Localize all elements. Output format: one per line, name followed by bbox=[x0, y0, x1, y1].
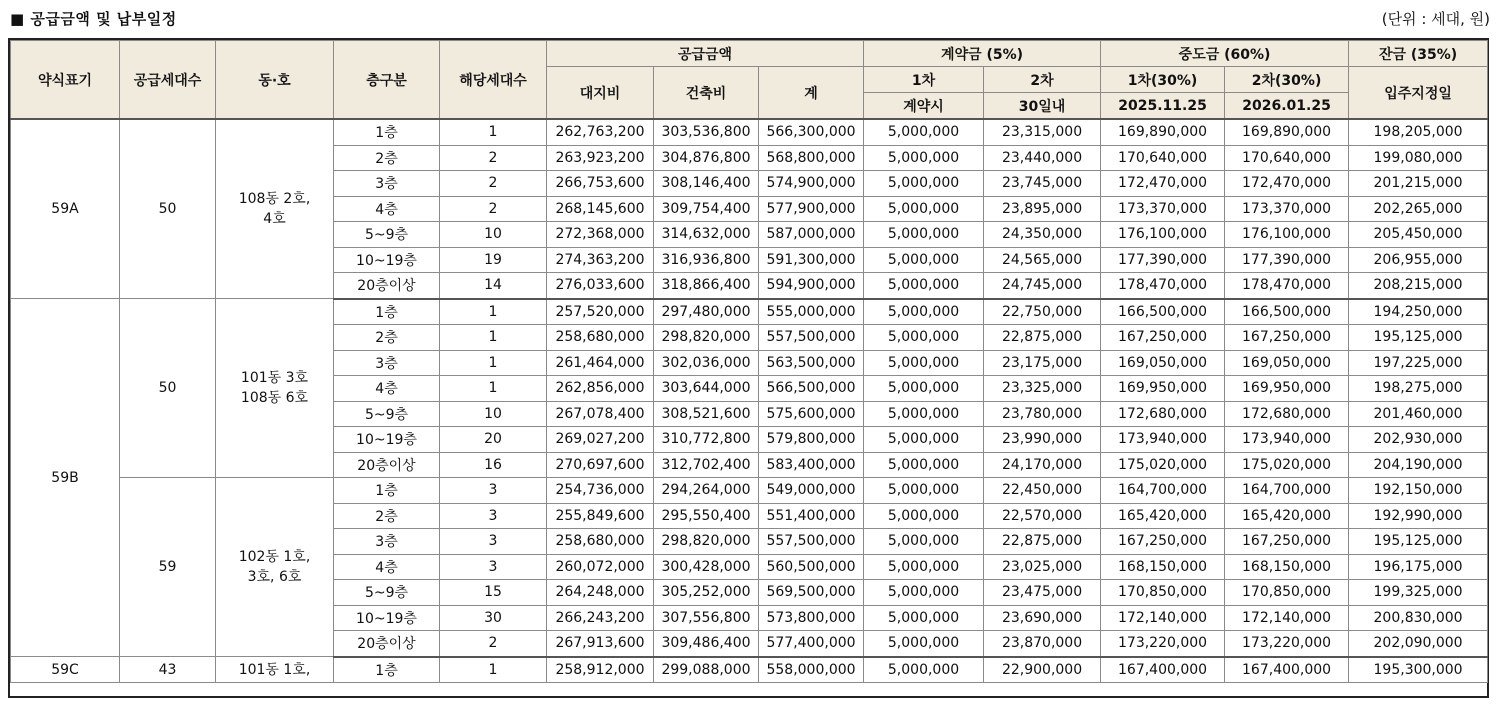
middle-1-cell: 172,470,000 bbox=[1101, 171, 1225, 197]
contract-2-cell: 23,325,000 bbox=[984, 376, 1101, 402]
floor-cell: 5~9층 bbox=[334, 401, 440, 427]
unit-count-cell: 3 bbox=[440, 503, 547, 529]
contract-1-cell: 5,000,000 bbox=[864, 401, 984, 427]
middle-1-cell: 178,470,000 bbox=[1101, 273, 1225, 299]
balance-cell: 201,460,000 bbox=[1349, 401, 1488, 427]
building-cost-cell: 300,428,000 bbox=[654, 554, 759, 580]
land-cost-cell: 264,248,000 bbox=[547, 580, 654, 606]
contract-2-cell: 24,565,000 bbox=[984, 247, 1101, 273]
middle-1-cell: 173,370,000 bbox=[1101, 196, 1225, 222]
middle-1-cell: 167,250,000 bbox=[1101, 325, 1225, 351]
total-cost-cell: 551,400,000 bbox=[759, 503, 864, 529]
balance-cell: 200,830,000 bbox=[1349, 605, 1488, 631]
unit-count-cell: 3 bbox=[440, 529, 547, 555]
middle-2-cell: 175,020,000 bbox=[1225, 452, 1349, 478]
land-cost-cell: 266,753,600 bbox=[547, 171, 654, 197]
middle-1-cell: 172,140,000 bbox=[1101, 605, 1225, 631]
header-supply-amount: 공급금액 bbox=[547, 41, 864, 67]
land-cost-cell: 257,520,000 bbox=[547, 299, 654, 325]
floor-cell: 10~19층 bbox=[334, 605, 440, 631]
building-cost-cell: 312,702,400 bbox=[654, 452, 759, 478]
total-cost-cell: 566,300,000 bbox=[759, 119, 864, 145]
contract-2-cell: 23,690,000 bbox=[984, 605, 1101, 631]
middle-2-cell: 165,420,000 bbox=[1225, 503, 1349, 529]
unit-count-cell: 1 bbox=[440, 350, 547, 376]
supply-units-cell: 50 bbox=[120, 299, 216, 478]
balance-cell: 195,125,000 bbox=[1349, 529, 1488, 555]
land-cost-cell: 269,027,200 bbox=[547, 427, 654, 453]
header-middle-2-date: 2026.01.25 bbox=[1225, 93, 1349, 120]
contract-1-cell: 5,000,000 bbox=[864, 657, 984, 683]
building-cost-cell: 302,036,000 bbox=[654, 350, 759, 376]
middle-1-cell: 164,700,000 bbox=[1101, 478, 1225, 504]
building-cost-cell: 303,644,000 bbox=[654, 376, 759, 402]
floor-cell: 2층 bbox=[334, 145, 440, 171]
contract-1-cell: 5,000,000 bbox=[864, 119, 984, 145]
middle-2-cell: 172,680,000 bbox=[1225, 401, 1349, 427]
type-cell: 59B bbox=[11, 299, 120, 657]
middle-1-cell: 173,940,000 bbox=[1101, 427, 1225, 453]
building-cost-cell: 314,632,000 bbox=[654, 222, 759, 248]
unit-count-cell: 1 bbox=[440, 299, 547, 325]
floor-cell: 3층 bbox=[334, 529, 440, 555]
contract-1-cell: 5,000,000 bbox=[864, 503, 984, 529]
land-cost-cell: 270,697,600 bbox=[547, 452, 654, 478]
floor-cell: 5~9층 bbox=[334, 580, 440, 606]
land-cost-cell: 255,849,600 bbox=[547, 503, 654, 529]
table-row bbox=[11, 119, 1488, 145]
floor-cell: 2층 bbox=[334, 503, 440, 529]
header-middle-2: 2차(30%) bbox=[1225, 67, 1349, 93]
balance-cell: 192,150,000 bbox=[1349, 478, 1488, 504]
contract-1-cell: 5,000,000 bbox=[864, 580, 984, 606]
header-contract-1-when: 계약시 bbox=[864, 93, 984, 120]
header-middle: 중도금 (60%) bbox=[1101, 41, 1349, 67]
land-cost-cell: 276,033,600 bbox=[547, 273, 654, 299]
floor-cell: 20층이상 bbox=[334, 452, 440, 478]
building-cost-cell: 305,252,000 bbox=[654, 580, 759, 606]
balance-cell: 196,175,000 bbox=[1349, 554, 1488, 580]
building-cost-cell: 316,936,800 bbox=[654, 247, 759, 273]
unit-count-cell: 19 bbox=[440, 247, 547, 273]
dong-ho-cell: 101동 3호 108동 6호 bbox=[216, 299, 334, 478]
middle-2-cell: 169,050,000 bbox=[1225, 350, 1349, 376]
title-bar bbox=[8, 4, 1492, 32]
balance-cell: 197,225,000 bbox=[1349, 350, 1488, 376]
contract-2-cell: 24,170,000 bbox=[984, 452, 1101, 478]
contract-1-cell: 5,000,000 bbox=[864, 299, 984, 325]
building-cost-cell: 295,550,400 bbox=[654, 503, 759, 529]
unit-count-cell: 1 bbox=[440, 119, 547, 145]
contract-2-cell: 23,025,000 bbox=[984, 554, 1101, 580]
unit-count-cell: 20 bbox=[440, 427, 547, 453]
floor-cell: 4층 bbox=[334, 376, 440, 402]
building-cost-cell: 304,876,800 bbox=[654, 145, 759, 171]
floor-cell: 20층이상 bbox=[334, 273, 440, 299]
land-cost-cell: 274,363,200 bbox=[547, 247, 654, 273]
balance-cell: 192,990,000 bbox=[1349, 503, 1488, 529]
balance-cell: 202,265,000 bbox=[1349, 196, 1488, 222]
type-cell: 59A bbox=[11, 119, 120, 299]
table-row bbox=[11, 478, 1488, 504]
middle-2-cell: 169,890,000 bbox=[1225, 119, 1349, 145]
total-cost-cell: 575,600,000 bbox=[759, 401, 864, 427]
total-cost-cell: 563,500,000 bbox=[759, 350, 864, 376]
unit-count-cell: 3 bbox=[440, 478, 547, 504]
land-cost-cell: 260,072,000 bbox=[547, 554, 654, 580]
total-cost-cell: 557,500,000 bbox=[759, 529, 864, 555]
middle-2-cell: 172,140,000 bbox=[1225, 605, 1349, 631]
middle-2-cell: 164,700,000 bbox=[1225, 478, 1349, 504]
balance-cell: 201,215,000 bbox=[1349, 171, 1488, 197]
contract-1-cell: 5,000,000 bbox=[864, 350, 984, 376]
total-cost-cell: 573,800,000 bbox=[759, 605, 864, 631]
floor-cell: 2층 bbox=[334, 325, 440, 351]
contract-2-cell: 23,745,000 bbox=[984, 171, 1101, 197]
balance-cell: 195,300,000 bbox=[1349, 657, 1488, 683]
contract-2-cell: 23,440,000 bbox=[984, 145, 1101, 171]
unit-count-cell: 2 bbox=[440, 631, 547, 657]
middle-2-cell: 173,370,000 bbox=[1225, 196, 1349, 222]
header-land: 대지비 bbox=[547, 67, 654, 120]
floor-cell: 1층 bbox=[334, 478, 440, 504]
balance-cell: 199,080,000 bbox=[1349, 145, 1488, 171]
land-cost-cell: 258,680,000 bbox=[547, 529, 654, 555]
dong-ho-cell: 101동 1호, bbox=[216, 657, 334, 683]
balance-cell: 198,275,000 bbox=[1349, 376, 1488, 402]
header-type: 약식표기 bbox=[11, 41, 120, 120]
middle-2-cell: 177,390,000 bbox=[1225, 247, 1349, 273]
dong-ho-cell: 108동 2호, 4호 bbox=[216, 119, 334, 299]
unit-count-cell: 15 bbox=[440, 580, 547, 606]
total-cost-cell: 591,300,000 bbox=[759, 247, 864, 273]
contract-1-cell: 5,000,000 bbox=[864, 325, 984, 351]
land-cost-cell: 267,913,600 bbox=[547, 631, 654, 657]
middle-1-cell: 170,850,000 bbox=[1101, 580, 1225, 606]
header-contract-2-when: 30일내 bbox=[984, 93, 1101, 120]
middle-1-cell: 173,220,000 bbox=[1101, 631, 1225, 657]
balance-cell: 205,450,000 bbox=[1349, 222, 1488, 248]
middle-2-cell: 166,500,000 bbox=[1225, 299, 1349, 325]
middle-2-cell: 172,470,000 bbox=[1225, 171, 1349, 197]
contract-1-cell: 5,000,000 bbox=[864, 376, 984, 402]
building-cost-cell: 318,866,400 bbox=[654, 273, 759, 299]
contract-2-cell: 22,750,000 bbox=[984, 299, 1101, 325]
contract-2-cell: 23,870,000 bbox=[984, 631, 1101, 657]
header-middle-1: 1차(30%) bbox=[1101, 67, 1225, 93]
land-cost-cell: 254,736,000 bbox=[547, 478, 654, 504]
building-cost-cell: 309,486,400 bbox=[654, 631, 759, 657]
middle-1-cell: 166,500,000 bbox=[1101, 299, 1225, 325]
header-contract: 계약금 (5%) bbox=[864, 41, 1101, 67]
land-cost-cell: 267,078,400 bbox=[547, 401, 654, 427]
contract-1-cell: 5,000,000 bbox=[864, 171, 984, 197]
middle-1-cell: 167,250,000 bbox=[1101, 529, 1225, 555]
land-cost-cell: 262,763,200 bbox=[547, 119, 654, 145]
land-cost-cell: 261,464,000 bbox=[547, 350, 654, 376]
building-cost-cell: 298,820,000 bbox=[654, 325, 759, 351]
middle-1-cell: 177,390,000 bbox=[1101, 247, 1225, 273]
type-cell: 59C bbox=[11, 657, 120, 683]
supply-units-cell: 43 bbox=[120, 657, 216, 683]
header-contract-1: 1차 bbox=[864, 67, 984, 93]
supply-price-table bbox=[10, 40, 1488, 683]
balance-cell: 208,215,000 bbox=[1349, 273, 1488, 299]
middle-2-cell: 178,470,000 bbox=[1225, 273, 1349, 299]
total-cost-cell: 568,800,000 bbox=[759, 145, 864, 171]
contract-1-cell: 5,000,000 bbox=[864, 273, 984, 299]
middle-2-cell: 169,950,000 bbox=[1225, 376, 1349, 402]
header-unit-count: 해당세대수 bbox=[440, 41, 547, 120]
contract-2-cell: 23,475,000 bbox=[984, 580, 1101, 606]
middle-1-cell: 165,420,000 bbox=[1101, 503, 1225, 529]
floor-cell: 10~19층 bbox=[334, 247, 440, 273]
unit-count-cell: 2 bbox=[440, 196, 547, 222]
dong-ho-cell: 102동 1호, 3호, 6호 bbox=[216, 478, 334, 657]
total-cost-cell: 594,900,000 bbox=[759, 273, 864, 299]
unit-count-cell: 1 bbox=[440, 376, 547, 402]
contract-2-cell: 23,175,000 bbox=[984, 350, 1101, 376]
building-cost-cell: 297,480,000 bbox=[654, 299, 759, 325]
building-cost-cell: 308,146,400 bbox=[654, 171, 759, 197]
contract-2-cell: 22,875,000 bbox=[984, 529, 1101, 555]
middle-2-cell: 167,250,000 bbox=[1225, 325, 1349, 351]
contract-1-cell: 5,000,000 bbox=[864, 554, 984, 580]
contract-2-cell: 22,450,000 bbox=[984, 478, 1101, 504]
floor-cell: 3층 bbox=[334, 350, 440, 376]
table-row bbox=[11, 299, 1488, 325]
total-cost-cell: 549,000,000 bbox=[759, 478, 864, 504]
unit-count-cell: 14 bbox=[440, 273, 547, 299]
header-contract-2: 2차 bbox=[984, 67, 1101, 93]
floor-cell: 10~19층 bbox=[334, 427, 440, 453]
table-header bbox=[11, 41, 1488, 120]
middle-2-cell: 176,100,000 bbox=[1225, 222, 1349, 248]
middle-1-cell: 172,680,000 bbox=[1101, 401, 1225, 427]
contract-1-cell: 5,000,000 bbox=[864, 478, 984, 504]
building-cost-cell: 303,536,800 bbox=[654, 119, 759, 145]
contract-2-cell: 23,315,000 bbox=[984, 119, 1101, 145]
land-cost-cell: 272,368,000 bbox=[547, 222, 654, 248]
page-title: ■ 공급금액 및 납부일정 bbox=[10, 10, 177, 28]
unit-count-cell: 16 bbox=[440, 452, 547, 478]
contract-2-cell: 24,350,000 bbox=[984, 222, 1101, 248]
contract-1-cell: 5,000,000 bbox=[864, 222, 984, 248]
supply-units-cell: 50 bbox=[120, 119, 216, 299]
contract-1-cell: 5,000,000 bbox=[864, 605, 984, 631]
balance-cell: 199,325,000 bbox=[1349, 580, 1488, 606]
middle-1-cell: 176,100,000 bbox=[1101, 222, 1225, 248]
floor-cell: 1층 bbox=[334, 299, 440, 325]
contract-1-cell: 5,000,000 bbox=[864, 247, 984, 273]
unit-count-cell: 2 bbox=[440, 171, 547, 197]
total-cost-cell: 587,000,000 bbox=[759, 222, 864, 248]
middle-2-cell: 168,150,000 bbox=[1225, 554, 1349, 580]
middle-2-cell: 173,220,000 bbox=[1225, 631, 1349, 657]
header-supply-units: 공급세대수 bbox=[120, 41, 216, 120]
unit-count-cell: 3 bbox=[440, 554, 547, 580]
middle-1-cell: 170,640,000 bbox=[1101, 145, 1225, 171]
total-cost-cell: 577,400,000 bbox=[759, 631, 864, 657]
header-floor: 층구분 bbox=[334, 41, 440, 120]
floor-cell: 1층 bbox=[334, 119, 440, 145]
building-cost-cell: 294,264,000 bbox=[654, 478, 759, 504]
middle-1-cell: 169,050,000 bbox=[1101, 350, 1225, 376]
total-cost-cell: 555,000,000 bbox=[759, 299, 864, 325]
contract-1-cell: 5,000,000 bbox=[864, 196, 984, 222]
middle-2-cell: 167,250,000 bbox=[1225, 529, 1349, 555]
total-cost-cell: 557,500,000 bbox=[759, 325, 864, 351]
contract-1-cell: 5,000,000 bbox=[864, 427, 984, 453]
contract-2-cell: 22,900,000 bbox=[984, 657, 1101, 683]
floor-cell: 5~9층 bbox=[334, 222, 440, 248]
land-cost-cell: 268,145,600 bbox=[547, 196, 654, 222]
balance-cell: 202,930,000 bbox=[1349, 427, 1488, 453]
header-total: 계 bbox=[759, 67, 864, 120]
total-cost-cell: 558,000,000 bbox=[759, 657, 864, 683]
total-cost-cell: 560,500,000 bbox=[759, 554, 864, 580]
contract-2-cell: 22,875,000 bbox=[984, 325, 1101, 351]
middle-1-cell: 169,890,000 bbox=[1101, 119, 1225, 145]
land-cost-cell: 263,923,200 bbox=[547, 145, 654, 171]
land-cost-cell: 258,680,000 bbox=[547, 325, 654, 351]
balance-cell: 202,090,000 bbox=[1349, 631, 1488, 657]
floor-cell: 20층이상 bbox=[334, 631, 440, 657]
building-cost-cell: 310,772,800 bbox=[654, 427, 759, 453]
floor-cell: 1층 bbox=[334, 657, 440, 683]
middle-1-cell: 167,400,000 bbox=[1101, 657, 1225, 683]
building-cost-cell: 307,556,800 bbox=[654, 605, 759, 631]
unit-count-cell: 30 bbox=[440, 605, 547, 631]
header-building: 건축비 bbox=[654, 67, 759, 120]
land-cost-cell: 258,912,000 bbox=[547, 657, 654, 683]
total-cost-cell: 577,900,000 bbox=[759, 196, 864, 222]
unit-count-cell: 1 bbox=[440, 657, 547, 683]
middle-2-cell: 170,640,000 bbox=[1225, 145, 1349, 171]
unit-count-cell: 10 bbox=[440, 401, 547, 427]
contract-2-cell: 23,895,000 bbox=[984, 196, 1101, 222]
contract-2-cell: 23,780,000 bbox=[984, 401, 1101, 427]
header-dong-ho: 동·호 bbox=[216, 41, 334, 120]
middle-1-cell: 169,950,000 bbox=[1101, 376, 1225, 402]
middle-1-cell: 175,020,000 bbox=[1101, 452, 1225, 478]
header-balance-when: 입주지정일 bbox=[1349, 67, 1488, 120]
total-cost-cell: 569,500,000 bbox=[759, 580, 864, 606]
total-cost-cell: 579,800,000 bbox=[759, 427, 864, 453]
total-cost-cell: 583,400,000 bbox=[759, 452, 864, 478]
total-cost-cell: 574,900,000 bbox=[759, 171, 864, 197]
balance-cell: 194,250,000 bbox=[1349, 299, 1488, 325]
middle-2-cell: 167,400,000 bbox=[1225, 657, 1349, 683]
floor-cell: 4층 bbox=[334, 196, 440, 222]
land-cost-cell: 262,856,000 bbox=[547, 376, 654, 402]
building-cost-cell: 309,754,400 bbox=[654, 196, 759, 222]
balance-cell: 206,955,000 bbox=[1349, 247, 1488, 273]
floor-cell: 4층 bbox=[334, 554, 440, 580]
contract-2-cell: 22,570,000 bbox=[984, 503, 1101, 529]
unit-count-cell: 2 bbox=[440, 145, 547, 171]
total-cost-cell: 566,500,000 bbox=[759, 376, 864, 402]
middle-1-cell: 168,150,000 bbox=[1101, 554, 1225, 580]
header-middle-1-date: 2025.11.25 bbox=[1101, 93, 1225, 120]
balance-cell: 198,205,000 bbox=[1349, 119, 1488, 145]
table-body bbox=[11, 119, 1488, 683]
unit-note: (단위 : 세대, 원) bbox=[1381, 10, 1490, 28]
supply-units-cell: 59 bbox=[120, 478, 216, 657]
contract-1-cell: 5,000,000 bbox=[864, 452, 984, 478]
building-cost-cell: 298,820,000 bbox=[654, 529, 759, 555]
balance-cell: 204,190,000 bbox=[1349, 452, 1488, 478]
middle-2-cell: 173,940,000 bbox=[1225, 427, 1349, 453]
middle-2-cell: 170,850,000 bbox=[1225, 580, 1349, 606]
building-cost-cell: 308,521,600 bbox=[654, 401, 759, 427]
contract-2-cell: 24,745,000 bbox=[984, 273, 1101, 299]
building-cost-cell: 299,088,000 bbox=[654, 657, 759, 683]
balance-cell: 195,125,000 bbox=[1349, 325, 1488, 351]
floor-cell: 3층 bbox=[334, 171, 440, 197]
contract-1-cell: 5,000,000 bbox=[864, 145, 984, 171]
header-balance: 잔금 (35%) bbox=[1349, 41, 1488, 67]
contract-1-cell: 5,000,000 bbox=[864, 631, 984, 657]
land-cost-cell: 266,243,200 bbox=[547, 605, 654, 631]
contract-2-cell: 23,990,000 bbox=[984, 427, 1101, 453]
unit-count-cell: 10 bbox=[440, 222, 547, 248]
table-row bbox=[11, 657, 1488, 683]
contract-1-cell: 5,000,000 bbox=[864, 529, 984, 555]
unit-count-cell: 1 bbox=[440, 325, 547, 351]
